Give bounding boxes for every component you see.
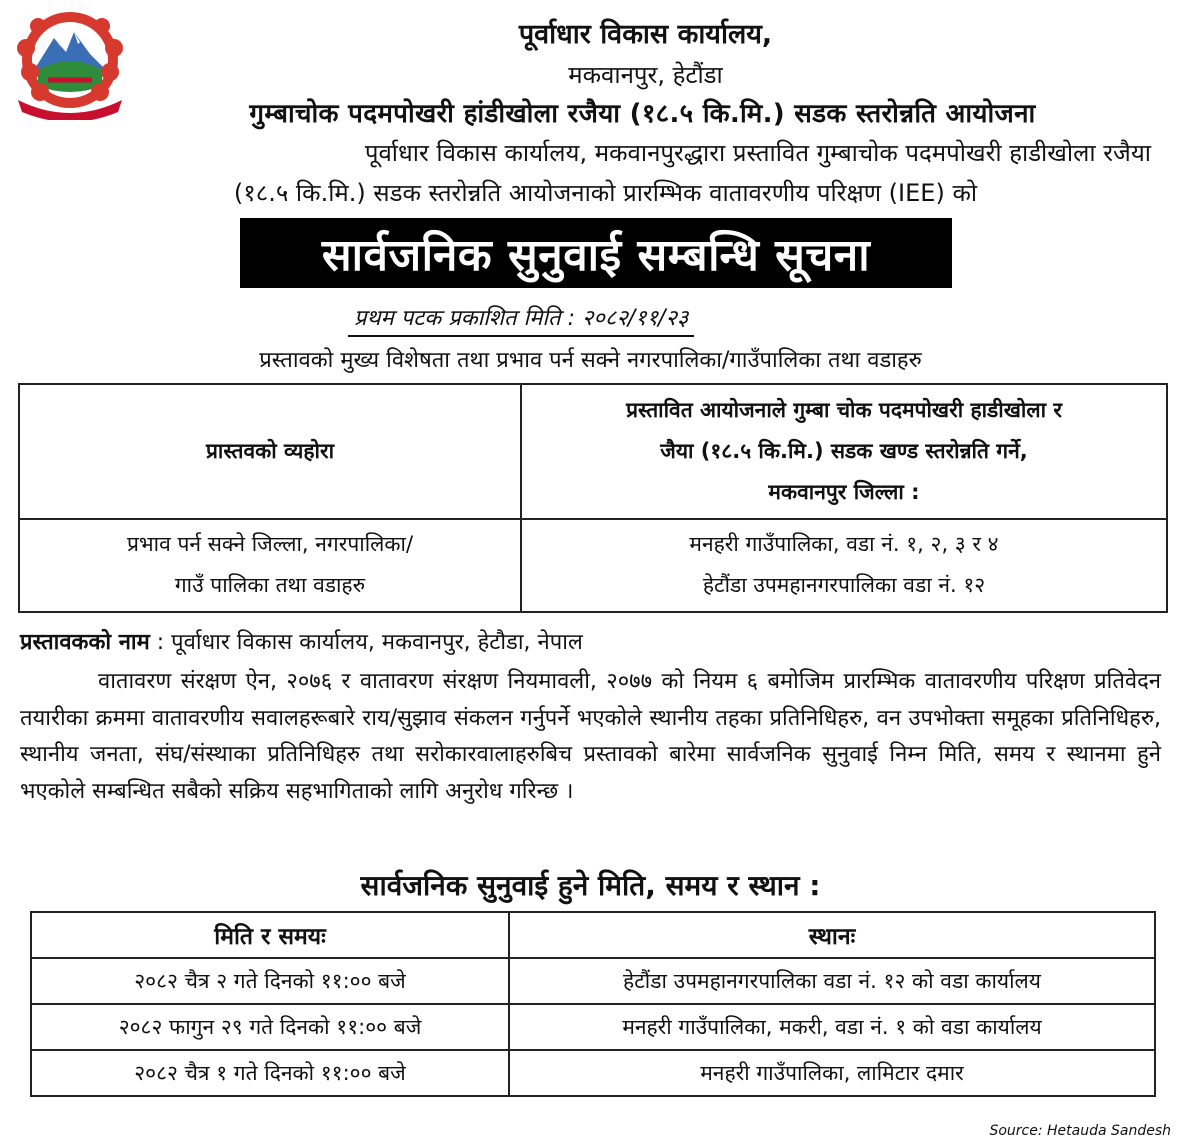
- schedule-datetime: २०८२ चैत्र २ गते दिनको ११:०० बजे: [31, 958, 509, 1004]
- proposal-line-1: प्रस्तावित आयोजनाले गुम्बा चोक पदमपोखरी हाडीखोला र: [626, 397, 1062, 422]
- intro-line-2: (१८.५ कि.मि.) सडक स्तरोन्नति आयोजनाको प्रारम्भिक वातावरणीय परिक्षण (IEE) को: [233, 179, 978, 207]
- notice-title: सार्वजनिक सुनुवाई सम्बन्धि सूचना: [321, 230, 871, 281]
- proposal-description-cell: [521, 384, 1167, 519]
- schedule-place: मनहरी गाउँपालिका, लामिटार दमार: [509, 1050, 1155, 1096]
- intro-line-1: पूर्वाधार विकास कार्यालय, मकवानपुरद्धारा प्रस्तावित गुम्बाचोक पदमपोखरी हाडीखोला रजैया: [364, 139, 1151, 167]
- office-location: मकवानपुर, हेटौंडा: [568, 61, 723, 89]
- features-caption: प्रस्तावको मुख्य विशेषता तथा प्रभाव पर्न सक्ने नगरपालिका/गाउँपालिका तथा वडाहरु: [259, 348, 922, 373]
- publication-date: प्रथम पटक प्रकाशित मिति : २०८२/११/२३: [348, 302, 694, 337]
- affected-label-1: प्रभाव पर्न सक्ने जिल्ला, नगरपालिका/: [126, 532, 414, 557]
- datetime-column-header: मिति र समयः: [31, 912, 509, 958]
- affected-value-2: हेटौंडा उपमहानगरपालिका वडा नं. १२: [702, 573, 986, 598]
- proponent-value: : पूर्वाधार विकास कार्यालय, मकवानपुर, हेटौडा, नेपाल: [149, 630, 583, 655]
- table-row: [19, 519, 1167, 612]
- table-header-row: [31, 912, 1155, 958]
- proponent-line: [20, 626, 583, 656]
- proposal-line-2: जैया (१८.५ कि.मि.) सडक खण्ड स्तरोन्नति गर्ने,: [660, 438, 1028, 463]
- features-table: [18, 383, 1168, 613]
- schedule-place: हेटौंडा उपमहानगरपालिका वडा नं. १२ को वडा कार्यालय: [509, 958, 1155, 1004]
- affected-area-value-cell: [521, 519, 1167, 612]
- schedule-datetime: २०८२ चैत्र १ गते दिनको ११:०० बजे: [31, 1050, 509, 1096]
- schedule-place: मनहरी गाउँपालिका, मकरी, वडा नं. १ को वडा कार्यालय: [509, 1004, 1155, 1050]
- project-title: गुम्बाचोक पदमपोखरी हांडीखोला रजैया (१८.५ कि.मि.) सडक स्तरोन्नति आयोजना: [249, 99, 1036, 129]
- source-credit: Source: Hetauda Sandesh: [989, 1123, 1171, 1139]
- table-row: [19, 384, 1167, 519]
- proposal-line-3: मकवानपुर जिल्ला :: [768, 479, 920, 504]
- body-paragraph: वातावरण संरक्षण ऐन, २०७६ र वातावरण संरक्षण नियमावली, २०७७ को नियम ६ बमोजिम प्रारम्भिक वातावरणीय परिक्षण प्रतिवेदन तयारीका क्रममा वातावरणीय सवालहरूबारे राय/सुझाव संकलन गर्नुपर्ने भएकोले स्थानीय तहका प्रतिनिधिहरु, वन उपभोक्ता समूहका प्रतिनिधिहरु, स्थानीय जनता, संघ/संस्थाका प्रतिनिधिहरु तथा सरोकारवालाहरुबिच प्रस्तावको बारेमा सार्वजनिक सुनुवाई निम्न मिति, समय र स्थानमा हुने भएकोले सम्बन्धित सबैको सक्रिय सहभागिताको लागि अनुरोध गरिन्छ ।: [20, 669, 1161, 804]
- schedule-table: [30, 911, 1156, 1097]
- notice-title-banner: [240, 218, 952, 288]
- table-row: [31, 1004, 1155, 1050]
- table-row: [31, 1050, 1155, 1096]
- office-name: पूर्वाधार विकास कार्यालय,: [518, 19, 773, 50]
- schedule-datetime: २०८२ फागुन २९ गते दिनको ११:०० बजे: [31, 1004, 509, 1050]
- proposal-label: प्रास्तवको व्यहोरा: [205, 438, 335, 463]
- affected-area-label-cell: [19, 519, 521, 612]
- affected-label-2: गाउँ पालिका तथा वडाहरु: [174, 573, 366, 598]
- table-row: [31, 958, 1155, 1004]
- schedule-heading: सार्वजनिक सुनुवाई हुने मिति, समय र स्थान :: [360, 869, 821, 902]
- affected-value-1: मनहरी गाउँपालिका, वडा नं. १, २, ३ र ४: [689, 532, 999, 557]
- proponent-label: प्रस्तावकको नाम: [20, 630, 150, 655]
- place-column-header: स्थानः: [509, 912, 1155, 958]
- proposal-label-cell: [19, 384, 521, 519]
- body-paragraph-block: [20, 664, 1161, 810]
